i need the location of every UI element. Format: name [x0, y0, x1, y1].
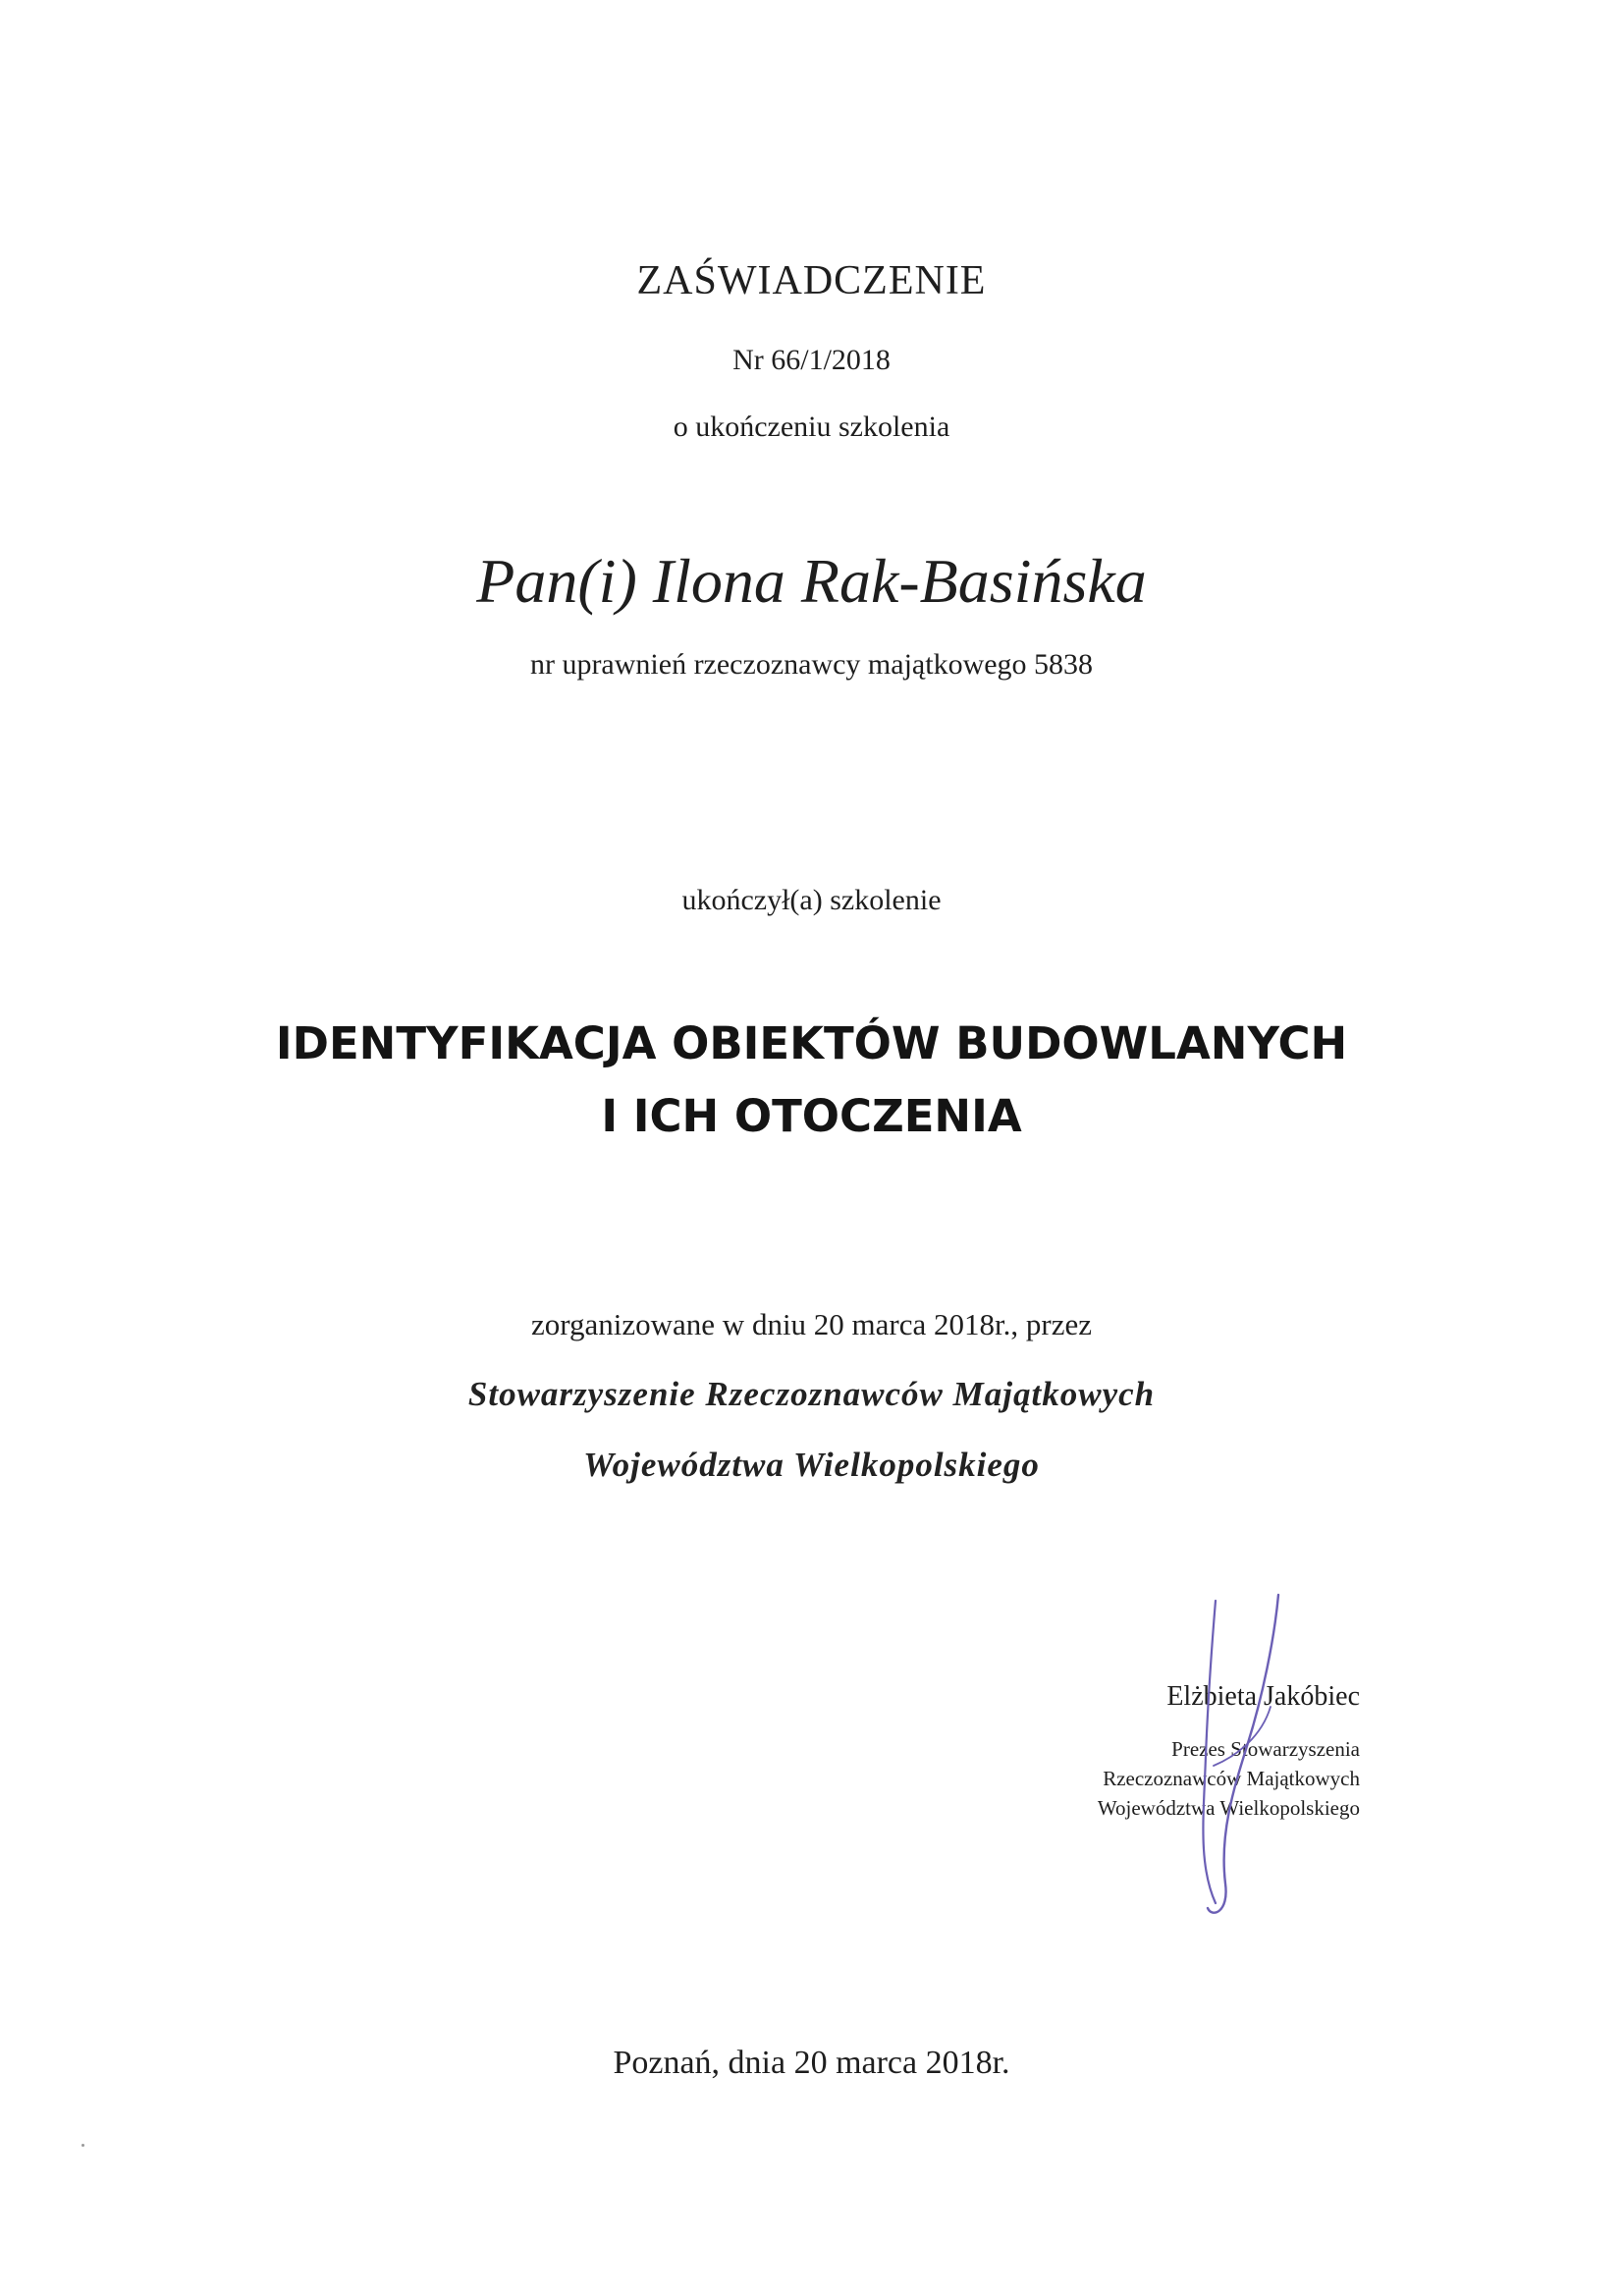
certificate-number: Nr 66/1/2018: [732, 344, 891, 376]
signature-stroke: [1208, 1595, 1278, 1913]
document-subtitle: o ukończeniu szkolenia: [673, 410, 950, 443]
license-number: nr uprawnień rzeczoznawcy majątkowego 5838: [529, 648, 1094, 681]
organizer-line-2: Województwa Wielkopolskiego: [583, 1446, 1040, 1484]
signature-stroke: [1214, 1707, 1271, 1766]
signatory-name: Elżbieta Jakóbiec: [1166, 1681, 1360, 1712]
course-title-line-2: I ICH OTOCZENIA: [601, 1090, 1022, 1142]
organized-statement: zorganizowane w dniu 20 marca 2018r., przez: [531, 1307, 1092, 1341]
signatory-role-line-2: Rzeczoznawców Majątkowych: [1103, 1767, 1360, 1790]
signature-stroke: [1203, 1601, 1216, 1903]
completed-statement: ukończył(a) szkolenie: [681, 884, 942, 916]
signatory-role-line-1: Prezes Stowarzyszenia: [1171, 1737, 1360, 1761]
scan-speck: [81, 2144, 84, 2147]
signatory-role-line-3: Województwa Wielkopolskiego: [1097, 1796, 1360, 1820]
organizer-line-1: Stowarzyszenie Rzeczoznawców Majątkowych: [467, 1375, 1156, 1413]
recipient-name: Pan(i) Ilona Rak-Basińska: [476, 546, 1147, 616]
course-title-line-1: IDENTYFIKACJA OBIEKTÓW BUDOWLANYCH: [275, 1017, 1348, 1069]
handwritten-signature: [1168, 1589, 1306, 1923]
document-title: ZAŚWIADCZENIE: [636, 258, 987, 303]
place-and-date: Poznań, dnia 20 marca 2018r.: [613, 2045, 1010, 2081]
